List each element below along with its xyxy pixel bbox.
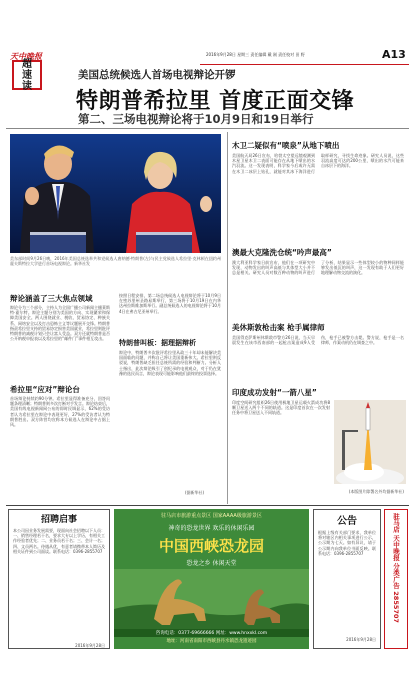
section2-title: 希拉里“应对”辩论台 (10, 385, 80, 394)
debate-photo (10, 134, 221, 253)
section2-body: 首场辩论持续约90分钟。希拉里显得准备充分，回答问题条理清晰；特朗普则多次打断对手发言。辩论结束后，美国有线电视新闻网公布的即时民调显示，62%的受访者认为希拉里在辩论中表现更好，27%的受访者认为特朗普胜出。双方阵营均宣称本方候选人在辩论中占据上风。 (10, 396, 110, 428)
vertical-ad (384, 509, 408, 649)
story4-body: 印度空间研究组织26日使用极地卫星运载火箭成功将8颗卫星送入两个不同的轨道。这是印度首次在一次发射任务中将卫星送入不同轨道。 (232, 400, 330, 416)
rocket-photo (334, 400, 406, 484)
ad-subtitle: 恐龙之乡 休闲天堂 (186, 560, 237, 567)
notice-box (313, 509, 381, 649)
section1-title: 辩论涵盖了三大焦点领域 (10, 294, 93, 303)
headline-sub: 第二、三场电视辩论将于10月9日和19日举行 (78, 112, 314, 126)
ad-top-line: 驻马店市旅游重点景区 国家AAAA级旅游景区 (161, 513, 262, 519)
date-line: 2016年9月28日 星期三 责任编辑 戴 刚 责任校对 田 野 (206, 52, 305, 57)
story3-title: 美休斯敦枪击案 枪手属律师 (232, 323, 325, 332)
classifieds-box (8, 509, 110, 649)
brand-logo (10, 44, 56, 61)
section1-body: 辩论分为三个部分，主持人为全国广播公司新闻主播莱斯特·霍尔特。辩论主题分别为美国的方向、实现繁荣和保障美国安全。两人围绕就业、税收、贸易协定、种族关系、网络安全以及打击恐怖主义等议题展开交锋。特朗普指责希拉里支持的贸易协定损害美国就业，希拉里则批评特朗普的减税计划只会让富人受益。双方还就特朗普是否公开纳税申报表以及希拉里的“邮件门”事件相互攻击。 (10, 305, 110, 342)
classifieds-footer: 2016年9月28日 (75, 643, 105, 648)
headline-main: 特朗普希拉里 首度正面交锋 (76, 89, 355, 114)
rocket-caption: (本版图片除署名外均据新华社) (348, 489, 404, 494)
ad-banner (114, 509, 309, 649)
story3-body: 美国得克萨斯州休斯敦市警方26日说，当天早晨发生在该市西南部的一起枪击案造成9人受伤，枪手已被警方击毙。警方说，枪手是一名律师，作案动机仍在调查之中。 (232, 335, 404, 346)
headline-divider (6, 128, 409, 129)
page-number: A13 (382, 48, 406, 61)
story2-body: 澳大利亚科学家日前宣布，他们在一项研究中发现，动物发出的叫声高低与其体型大小并不总是相关。研究人员对数百种动物的叫声进行了分析，结果显示一些体型较小的物种同样能够发出低沉的叫声，这一发现有助于人们更好地理解动物交流的演化。 (232, 260, 404, 276)
classifieds-body: 本公司因业务发展需要，现面向社会招聘以下人员：一、销售经理若干名，要求大专以上学历，有相关工作经验者优先；二、业务员若干名；三、会计一名；四、文员两名。待遇从优，有意者请携带本人简历及相关证件到公司面谈。联系电话：0396-2855707 (13, 528, 105, 554)
story4-title: 印度成功发射“一箭八星” (232, 388, 317, 397)
section-label: 超速读 (22, 58, 32, 92)
ad-title: 中国西峡恐龙园 (158, 537, 264, 555)
photo-caption: 美东部时间9月26日晚，2016年美国总统选举共和党候选人唐纳德·特朗普(左)与民主党候选人希拉里·克林顿在纽约州霍夫斯特拉大学进行首场电视辩论。新华社发 (10, 256, 221, 267)
section-badge (12, 60, 42, 90)
notice-body: 根据上级有关部门要求，我单位将对辖区内相关事项进行公示，公示期为七天。如有异议，请于公示期内向我单位书面反映。联系电话：0396-2855707 (318, 530, 376, 556)
bottom-section-divider (6, 505, 409, 506)
masthead-divider (200, 64, 409, 65)
debate-photo-illustration (10, 134, 221, 253)
headline-kicker: 美国总统候选人首场电视辩论开锣 (78, 69, 236, 81)
middle-byline: (据新华社) (185, 490, 205, 495)
middle-section-title: 特朗普叫板：据理据辩析 (119, 339, 196, 347)
middle-intro-body: 按照日程安排，第二场总统候选人电视辩论将于10月9日在密苏里州圣路易斯举行，第三场将于10月19日在内华达州拉斯维加斯举行。副总统候选人的电视辩论将于10月4日在弗吉尼亚州举行。 (119, 293, 221, 314)
classifieds-title: 招聘启事 (40, 515, 77, 525)
column-divider (227, 132, 228, 504)
dinosaur-illustration (114, 569, 309, 629)
notice-title: 公告 (337, 516, 357, 527)
middle-section-body: 辩论中，特朗普多次批评希拉里从政三十年却未能解决美国面临的问题，并称自己将让美国重新伟大。希拉里则反驳说，特朗普缺乏担任总统所需的经验和判断力。分析人士指出，此次辩论吸引了创纪录的电视观众，对于仍在犹豫的选民而言，辩论表现可能影响他们最终的投票选择。 (119, 350, 221, 376)
brand-name: 天中晚报 (10, 51, 42, 61)
story1-body: 美国航天局26日宣布，哈勃太空望远镜观测到木星卫星木卫二表面可能存在从地下喷出的水汽羽流。这一发现表明，科学家今后或许无需在木卫二冰层上钻孔，就能对其冰下海洋进行取样研究，寻找生命迹象。研究人员说，这些羽流高度可达约200公里，喷出的水汽可能来自冰层下的海洋。 (232, 153, 404, 174)
story2-title: 澳最大克隆洗仓统“吟声最高” (232, 248, 332, 257)
story1-title: 木卫二疑似有“喷泉”从地下喷出 (232, 141, 340, 150)
ad-slogan: 神奇的恐龙世界 欢乐的休闲乐园 (168, 525, 255, 532)
ad-address: 地址：河南省南阳市西峡县丹水镇恐龙遗迹园 (166, 639, 257, 644)
ad-bottom-line: 咨询电话：0377-69666666 网址：www.hnxxkl.com (114, 629, 309, 637)
notice-date: 2016年9月28日 (346, 637, 376, 642)
rocket-illustration (334, 400, 406, 484)
vertical-ad-text: 驻马店 天中晚报 分类广告 2855707 (392, 513, 400, 623)
